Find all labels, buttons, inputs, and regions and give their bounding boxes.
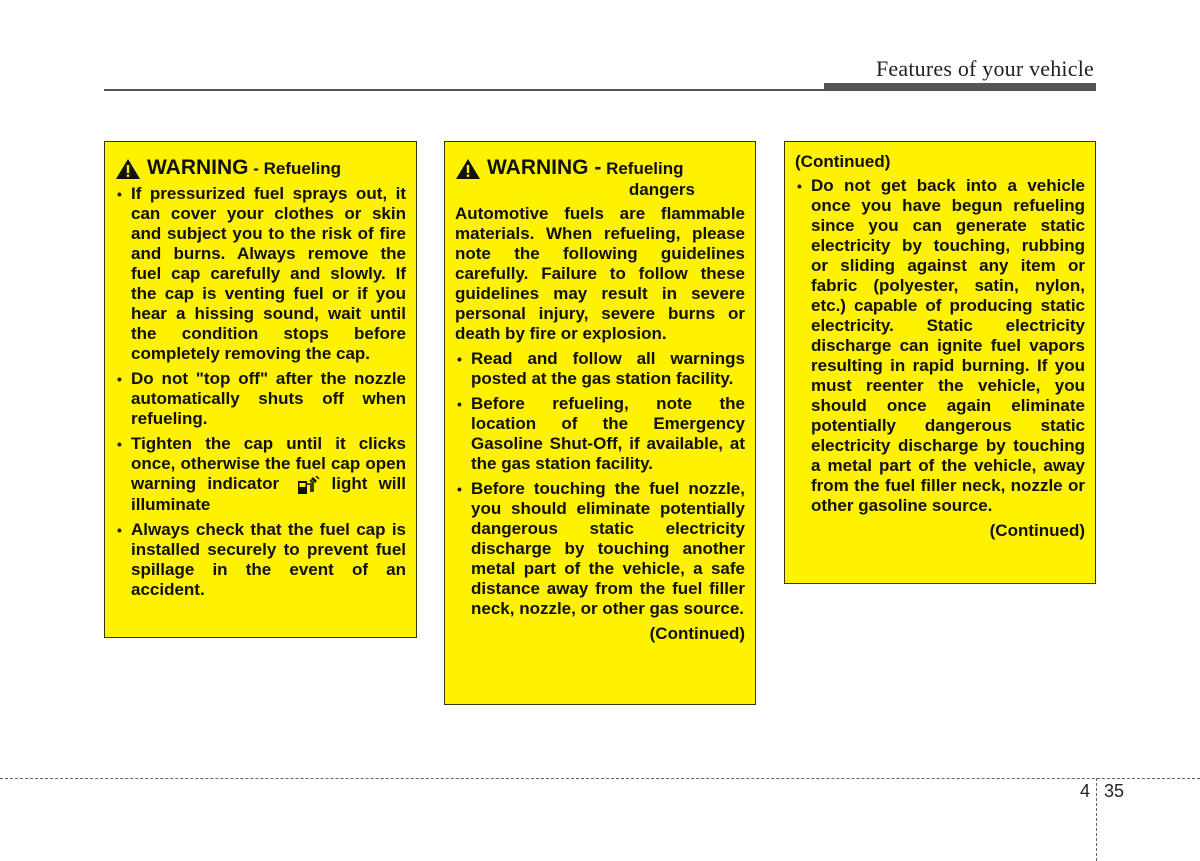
list-item: • Before refueling, note the location of the Emergency Gasoline Shut-Off, if available, at the gas station facility. <box>455 394 745 474</box>
warning-label: WARNING - <box>487 156 602 179</box>
list-item: • Always check that the fuel cap is installed securely to prevent fuel spillage in the event of an accident. <box>115 520 406 600</box>
warning-triangle-icon <box>455 158 481 180</box>
continued-label: (Continued) <box>989 521 1085 540</box>
warning-heading <box>115 156 406 180</box>
footer-dashed-divider <box>1096 778 1097 861</box>
warning-bullet-list <box>115 184 406 600</box>
list-item-text: light will illuminate <box>131 474 406 514</box>
header-rule-thick <box>824 83 1096 91</box>
page-header-title: Features of your vehicle <box>875 56 1094 81</box>
list-item-text: Tighten the cap until it clicks once, otherwise the fuel cap open warning indicator <box>131 434 406 493</box>
warning-heading <box>455 156 745 200</box>
fuel-cap-open-icon <box>296 475 320 495</box>
list-item <box>115 434 406 515</box>
warning-triangle-icon <box>115 158 141 180</box>
warning-intro: Automotive fuels are flammable materials. When refueling, please note the following guidelines carefully. Failure to follow these guidelines may result in severe personal injury, severe burns or death by fire or explosion. <box>455 204 745 343</box>
list-item: • Read and follow all warnings posted at the gas station facility. <box>455 349 745 389</box>
warning-bullet-list <box>795 176 1085 516</box>
warning-subtitle: Refueling <box>606 159 684 178</box>
list-item: • If pressurized fuel sprays out, it can cover your clothes or skin and subject you to the risk of fire and burns. Always remove the fuel cap carefully and slowly. If the cap is venting fuel or if you hear a hissing sound, wait until the condition stops before completely removing the cap. <box>115 184 406 364</box>
warning-box-refueling <box>104 141 417 638</box>
warning-box-continued <box>784 141 1096 584</box>
chapter-number: 4 <box>1080 781 1091 801</box>
warning-subtitle-line2: dangers <box>628 180 695 199</box>
warning-bullet-list <box>455 349 745 619</box>
header-rule <box>104 89 824 91</box>
continued-label: (Continued) <box>649 624 745 643</box>
list-item: • Do not "top off" after the nozzle automatically shuts off when refueling. <box>115 369 406 429</box>
list-item: • Before touching the fuel nozzle, you should eliminate potentially dangerous static electricity discharge by touching another metal part of the vehicle, a safe distance away from the fuel filler neck, nozzle, or other gas source. <box>455 479 745 619</box>
page-number: 35 <box>1104 781 1125 801</box>
warning-label: WARNING <box>147 156 249 179</box>
list-item: • Do not get back into a vehicle once you have begun refueling since you can generate static electricity by touching, rubbing or sliding against any item or fabric (polyester, satin, nylon, etc.) capable of producing static electricity. Static electricity discharge can ignite fuel vapors resulting in rapid burning. If you must reenter the vehicle, you should once again eliminate potentially dangerous static electricity discharge by touching a metal part of the vehicle, away from the fuel filler neck, nozzle or other gasoline source. <box>795 176 1085 516</box>
footer-dashed-rule <box>0 778 1200 779</box>
warning-box-refueling-dangers <box>444 141 756 705</box>
continued-label-top: (Continued) <box>795 152 891 171</box>
warning-subtitle: - Refueling <box>253 159 342 178</box>
